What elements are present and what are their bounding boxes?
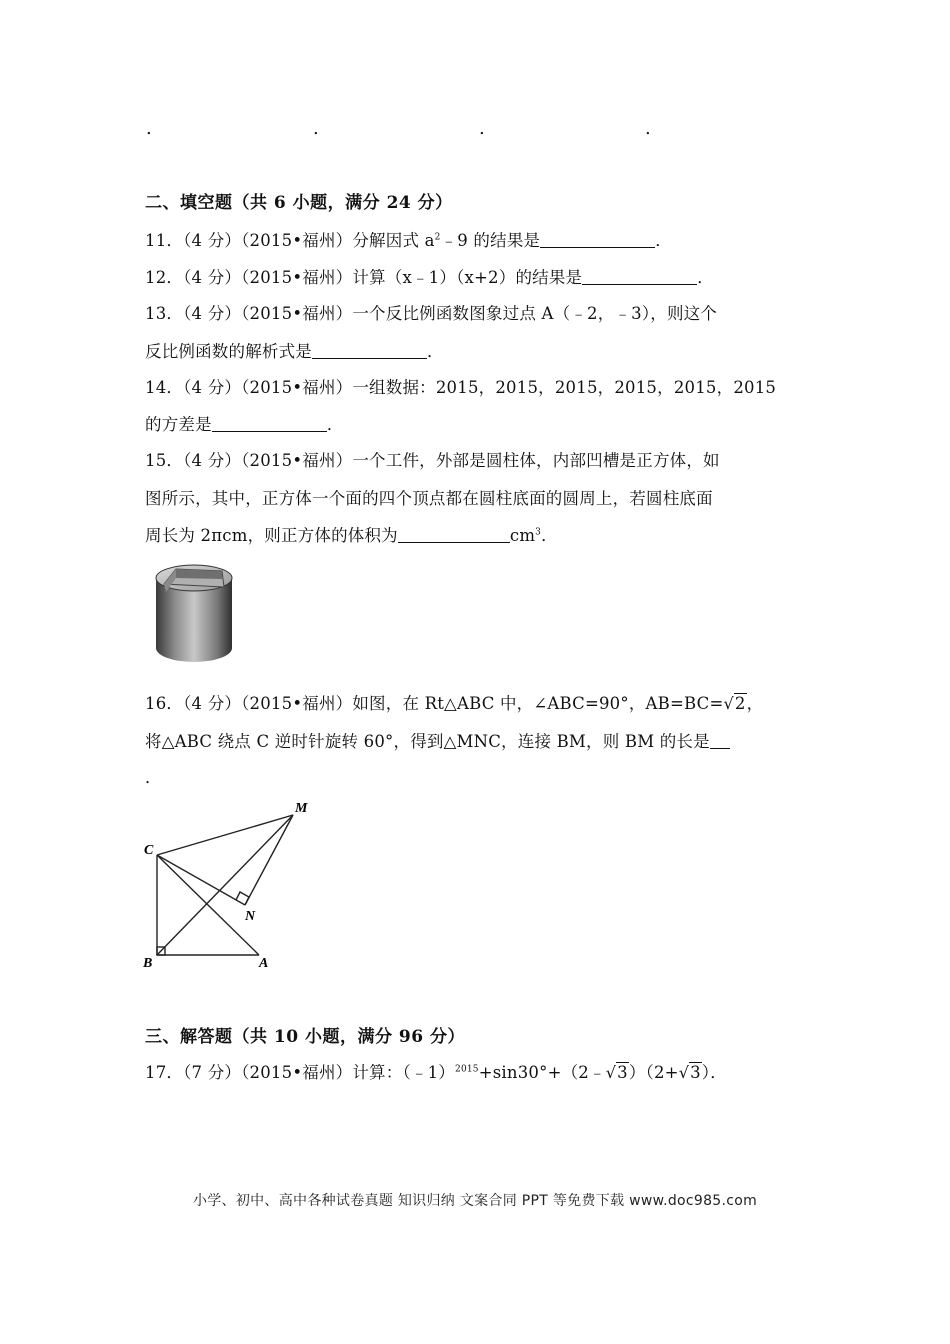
option-dot-d: . <box>645 118 651 139</box>
question-16-line-3: ． <box>145 768 162 787</box>
sqrt-3 <box>679 1063 702 1082</box>
answer-blank[interactable] <box>540 230 655 248</box>
question-13-text: 反比例函数的解析式是 <box>145 342 312 361</box>
period: ． <box>655 231 672 250</box>
question-16-text-2: 将△ABC 绕点 C 逆时针旋转 60°，得到△MNC，连接 BM，则 BM 的长是 <box>145 732 710 751</box>
question-12-text: 12．（4 分）（2015•福州）计算（x﹣1）（x+2）的结果是 <box>145 268 583 287</box>
label-m: M <box>295 801 308 816</box>
answer-blank[interactable] <box>312 341 427 359</box>
question-16-text: 16．（4 分）（2015•福州）如图，在 Rt△ABC 中，∠ABC=90°，AB=BC= <box>145 694 724 713</box>
question-11-text-2: ﹣9 的结果是 <box>440 231 541 250</box>
section-title-fill-blank: 二、填空题（共 6 小题，满分 24 分） <box>145 193 453 213</box>
question-11 <box>145 227 672 251</box>
section-title-solutions: 三、解答题（共 10 小题，满分 96 分） <box>145 1027 465 1047</box>
period: ． <box>326 415 344 434</box>
label-b: B <box>143 956 153 971</box>
unit-exponent: 3 <box>535 527 542 538</box>
label-c: C <box>144 843 154 858</box>
sqrt-argument: 3 <box>690 1063 701 1082</box>
answer-blank[interactable] <box>398 525 510 543</box>
answer-blank[interactable] <box>212 414 327 432</box>
question-15-line-2: 图所示，其中，正方体一个面的四个顶点都在圆柱底面的圆周上，若圆柱底面 <box>145 489 713 508</box>
question-11-exponent: 2 <box>434 232 441 243</box>
question-17-exponent: 2015 <box>455 1064 479 1075</box>
footer-advert: 小学、初中、高中各种试卷真题 知识归纳 文案合同 PPT 等免费下载 www.doc985.com <box>192 1193 758 1209</box>
question-15-line-3 <box>145 522 558 546</box>
question-14-line-2 <box>145 411 344 435</box>
question-17-text: 17．（7 分）（2015•福州）计算：（﹣1） <box>145 1063 456 1082</box>
question-13-line-1: 13．（4 分）（2015•福州）一个反比例函数图象过点 A（﹣2，﹣3），则这个 <box>145 304 718 323</box>
sqrt-3 <box>606 1063 629 1082</box>
question-16-line-2 <box>145 728 730 752</box>
sqrt-argument: 3 <box>617 1063 628 1082</box>
answer-blank[interactable] <box>582 267 697 285</box>
sqrt-2 <box>723 694 746 713</box>
question-15-line-1: 15．（4 分）（2015•福州）一个工件，外部是圆柱体，内部凹槽是正方体，如 <box>145 451 720 470</box>
option-dot-b: . <box>313 118 319 139</box>
period: ． <box>697 268 714 287</box>
answer-blank[interactable] <box>710 731 730 749</box>
question-17-text-3: ）（2+ <box>628 1063 679 1082</box>
question-17 <box>145 1059 727 1083</box>
segment-bm <box>157 815 293 955</box>
question-11-text: 11．（4 分）（2015•福州）分解因式 a <box>145 231 435 250</box>
option-dot-c: . <box>479 118 485 139</box>
segment-mn <box>245 815 293 905</box>
question-12 <box>145 264 714 288</box>
question-17-text-4: ）． <box>701 1063 727 1082</box>
cylinder-figure <box>152 562 236 666</box>
question-14-text: 的方差是 <box>145 415 212 434</box>
comma: ， <box>746 694 764 713</box>
question-14-line-1: 14．（4 分）（2015•福州）一组数据：2015，2015，2015，2015，2015，2015 <box>145 378 777 397</box>
radical-icon: √ <box>678 1063 690 1082</box>
label-n: N <box>245 909 256 924</box>
question-17-text-2: +sin30°+（2﹣ <box>478 1063 606 1082</box>
radical-icon: √ <box>605 1063 617 1082</box>
sqrt-argument: 2 <box>734 694 746 713</box>
unit-cm: cm <box>509 526 536 545</box>
label-a: A <box>259 956 269 971</box>
question-13-line-2 <box>145 338 444 362</box>
question-15-text: 周长为 2πcm，则正方体的体积为 <box>145 526 398 545</box>
triangle-figure <box>135 792 325 977</box>
option-dot-a: . <box>146 118 152 139</box>
radical-icon: √ <box>723 694 734 713</box>
question-16-line-1 <box>145 690 763 714</box>
period: ． <box>541 526 558 545</box>
period: ． <box>427 342 444 361</box>
